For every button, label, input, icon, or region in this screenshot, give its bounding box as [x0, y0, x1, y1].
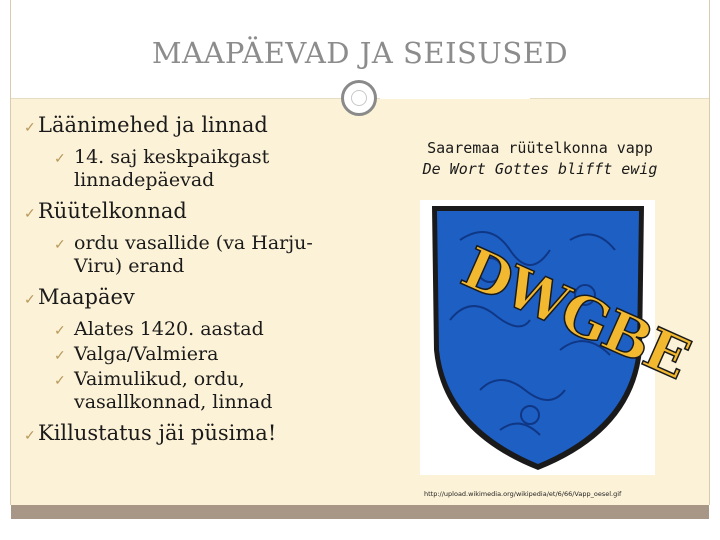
bullet-icon: ✓ [24, 120, 36, 136]
sub-bullet-text: 14. saj keskpaikgast linnadepäevad [74, 146, 270, 191]
sub-bullet-icon: ✓ [54, 237, 66, 253]
sub-bullet-item [24, 368, 344, 414]
image-caption [380, 138, 700, 180]
caption-line-1: Saaremaa rüütelkonna vapp [427, 139, 653, 157]
sub-bullet-item [24, 318, 344, 341]
sub-bullet-icon: ✓ [54, 348, 66, 364]
bullet-item [24, 112, 344, 138]
sub-bullet-text: Valga/Valmiera [74, 343, 219, 365]
bullet-item [24, 198, 344, 224]
bullet-icon: ✓ [24, 206, 36, 222]
sub-bullet-item [24, 146, 344, 192]
sub-bullet-icon: ✓ [54, 373, 66, 389]
sub-bullet-item [24, 343, 344, 366]
bullet-text: Maapäev [38, 285, 135, 309]
bullet-text: Killustatus jäi püsima! [38, 421, 277, 445]
frame-left-line [10, 0, 11, 505]
bullet-icon: ✓ [24, 428, 36, 444]
bullet-text: Rüütelkonnad [38, 199, 187, 223]
title-divider-gap [380, 98, 530, 99]
crest-letters: DWGBE [452, 234, 698, 393]
sub-bullet-text: Vaimulikud, ordu, vasallkonnad, linnad [74, 368, 273, 413]
image-credit-link[interactable]: http://upload.wikimedia.org/wikipedia/et/6/66/Vapp_oesel.gif [424, 490, 622, 498]
caption-line-2: De Wort Gottes blifft ewig [422, 160, 658, 178]
sub-bullet-icon: ✓ [54, 151, 66, 167]
coat-of-arms-image [420, 200, 698, 475]
bullet-list [24, 112, 344, 454]
sub-bullet-item [24, 232, 344, 278]
sub-bullet-text: ordu vasallide (va Harju-Viru) erand [74, 232, 313, 277]
bullet-item [24, 284, 344, 310]
sub-bullet-icon: ✓ [54, 323, 66, 339]
slide-title: MAAPÄEVAD JA SEISUSED [151, 36, 569, 70]
sub-bullet-text: Alates 1420. aastad [74, 318, 264, 340]
bottom-bar [11, 505, 709, 519]
frame-right-line [709, 0, 710, 505]
bullet-icon: ✓ [24, 292, 36, 308]
ring-ornament-icon [341, 80, 377, 116]
bullet-item [24, 420, 344, 446]
bullet-text: Läänimehed ja linnad [38, 113, 268, 137]
shield-icon [420, 200, 698, 475]
